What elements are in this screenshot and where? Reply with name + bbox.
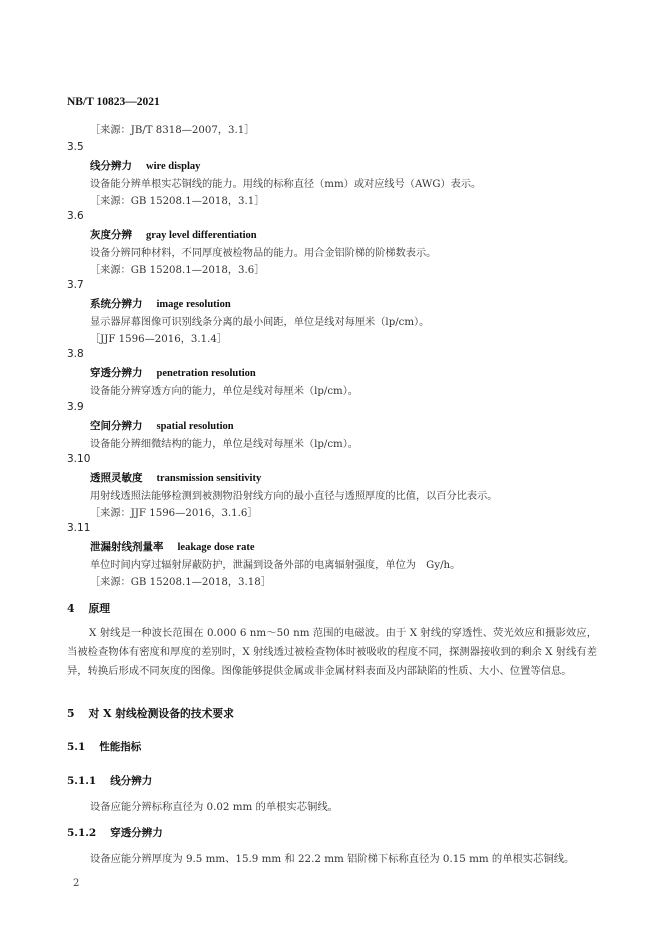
section-number: 4 [67, 602, 75, 615]
section-number: 5.1.2 [67, 827, 97, 839]
term-number: 3.7 [67, 279, 84, 291]
term-zh: 系统分辨力 [90, 298, 143, 310]
term-definition: 设备能分辨穿透方向的能力，单位是线对每厘米（lp/cm）。 [90, 386, 358, 397]
section-heading [67, 601, 110, 616]
term-title [90, 418, 234, 433]
term-title [90, 539, 254, 554]
term-source: ［来源：JB/T 8318—2007，3.1］ [90, 125, 255, 136]
term-title [90, 296, 231, 311]
term-en: spatial resolution [156, 421, 234, 432]
term-number: 3.10 [67, 453, 91, 465]
section-heading [67, 706, 234, 721]
page-number: 2 [73, 878, 80, 889]
term-number: 3.8 [67, 348, 84, 360]
term-en: transmission sensitivity [156, 473, 262, 484]
section-title: 线分辨力 [110, 775, 153, 787]
term-number: 3.6 [67, 210, 84, 222]
term-definition: 设备能分辨单根实芯铜线的能力。用线的标称直径（mm）或对应线号（AWG）表示。 [90, 179, 482, 190]
section-title: 对 X 射线检测设备的技术要求 [88, 707, 234, 720]
standard-number-header: NB/T 10823—2021 [67, 96, 160, 108]
section-title: 穿透分辨力 [110, 827, 163, 839]
term-en: wire display [146, 161, 201, 172]
term-number: 3.9 [67, 401, 84, 413]
term-definition: 用射线透照法能够检测到被测物沿射线方向的最小直径与透照厚度的比值，以百分比表示。 [90, 491, 498, 502]
term-source: ［来源：JJF 1596—2016，3.1.6］ [90, 508, 258, 519]
term-definition: 设备能分辨细微结构的能力，单位是线对每厘米（lp/cm）。 [90, 439, 358, 450]
subsection-heading [67, 739, 141, 754]
term-en: gray level differentiation [146, 230, 257, 241]
term-definition: 单位时间内穿过辐射屏蔽防护，泄漏到设备外部的电离辐射强度，单位为 Gy/h。 [90, 560, 461, 571]
term-source: ［JJF 1596—2016，3.1.4］ [90, 334, 227, 345]
section-number: 5.1 [67, 741, 86, 753]
term-definition: 设备分辨同种材料，不同厚度被检物品的能力。用合金铝阶梯的阶梯数表示。 [90, 248, 437, 259]
term-en: image resolution [156, 299, 231, 310]
subsection-heading [67, 773, 152, 788]
section-paragraph: X 射线是一种波长范围在 0.000 6 nm～50 nm 范围的电磁波。由于 X 射线的穿透性、荧光效应和摄影效应，当被检查物体有密度和厚度的差别时，X 射线透过被检查物体时被吸收的程度不同，探测器接收到的剩余 X 射线有差异，转换后形成不同灰度的图像。图像能够提供金属或非金属材料表面及内部缺陷的性质、大小、位置等信息。 [67, 627, 597, 677]
clause-text: 设备应能分辨标称直径为 0.02 mm 的单根实芯铜线。 [90, 801, 338, 813]
term-zh: 空间分辨力 [90, 420, 143, 432]
term-title [90, 470, 261, 485]
term-zh: 透照灵敏度 [90, 472, 143, 484]
term-zh: 穿透分辨力 [90, 367, 143, 379]
section-number: 5 [67, 707, 75, 720]
clause-text: 设备应能分辨厚度为 9.5 mm、15.9 mm 和 22.2 mm 铝阶梯下标称直径为 0.15 mm 的单根实芯铜线。 [90, 853, 575, 865]
term-title [90, 365, 256, 380]
term-zh: 灰度分辨 [90, 229, 132, 241]
term-definition: 显示器屏幕图像可识别线条分离的最小间距，单位是线对每厘米（lp/cm）。 [90, 317, 430, 328]
term-source: ［来源：GB 15208.1—2018，3.1］ [90, 196, 265, 207]
term-title [90, 227, 257, 242]
term-zh: 泄漏射线剂量率 [90, 541, 164, 553]
term-number: 3.5 [67, 141, 84, 153]
subsection-heading [67, 825, 163, 840]
term-en: penetration resolution [156, 368, 256, 379]
term-source: ［来源：GB 15208.1—2018，3.18］ [90, 577, 271, 588]
term-title [90, 158, 200, 173]
term-zh: 线分辨力 [90, 160, 132, 172]
term-en: leakage dose rate [177, 542, 255, 553]
term-source: ［来源：GB 15208.1—2018，3.6］ [90, 265, 265, 276]
section-title: 原理 [88, 602, 111, 615]
section-number: 5.1.1 [67, 775, 97, 787]
section-title: 性能指标 [99, 741, 142, 753]
term-number: 3.11 [67, 522, 91, 534]
